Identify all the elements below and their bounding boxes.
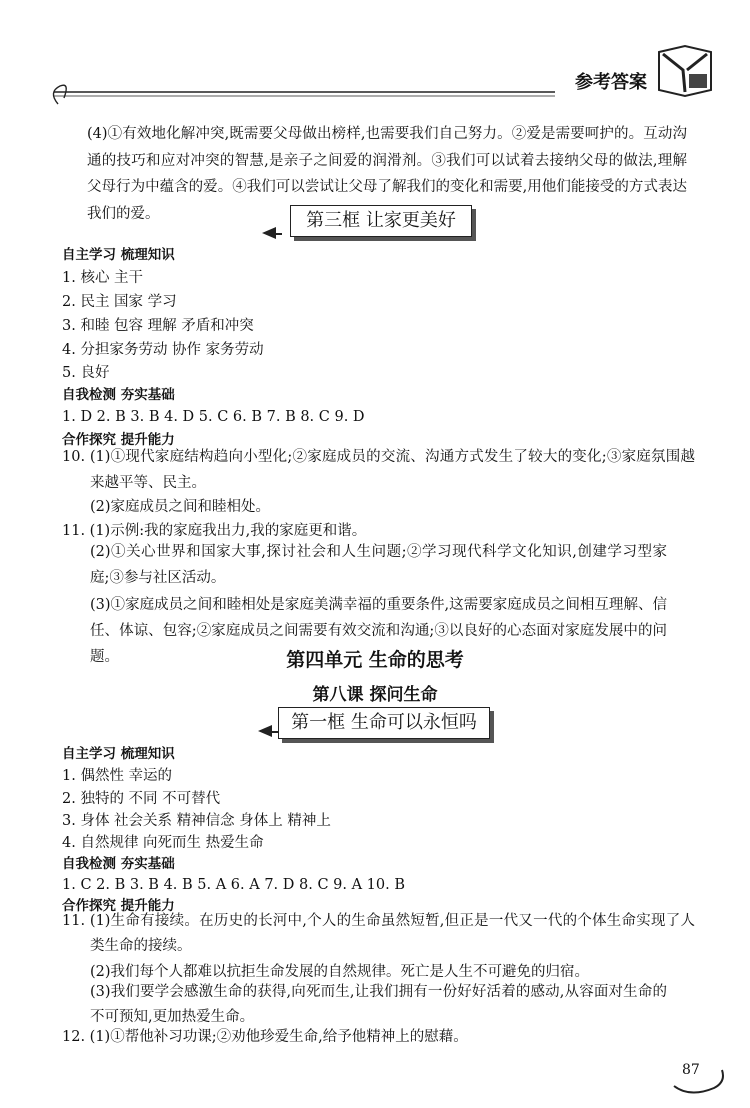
frame1-q11-1: 11. (1)生命有接续。在历史的长河中,个人的生命虽然短暂,但正是一代又一代的个体生命实现了人类生命的接续。 — [62, 913, 695, 954]
frame3-sec3-heading: 合作探究 提升能力 — [62, 432, 175, 448]
frame3-item-1: 1. 核心 主干 — [62, 270, 144, 286]
frame1-q11-3: (3)我们要学会感激生命的获得,向死而生,让我们拥有一份好好活着的感动,从容面对生命的不可预知,更加热爱生命。 — [90, 984, 667, 1025]
frame1-q12-1: 12. (1)①帮他补习功课;②劝他珍爱生命,给予他精神上的慰藉。 — [62, 1029, 468, 1045]
intro-paragraph: (4)①有效地化解冲突,既需要父母做出榜样,也需要我们自己努力。②爱是需要呵护的。互动沟通的技巧和应对冲突的智慧,是亲子之间爱的润滑剂。③我们可以试着去接纳父母的做法,理解父母行为中蕴含的爱。④我们可以尝试让父母了解我们的变化和需要,用他们能接受的方式表达我们的爱。 — [87, 126, 687, 222]
frame3-answers: 1. D 2. B 3. B 4. D 5. C 6. B 7. B 8. C 9. D — [62, 409, 365, 425]
page-number: 87 — [682, 1062, 700, 1078]
frame3-q11-1: 11. (1)示例:我的家庭我出力,我的家庭更和谐。 — [62, 523, 367, 539]
frame1-item-3: 3. 身体 社会关系 精神信念 身体上 精神上 — [62, 813, 331, 829]
frame1-sec2-heading: 自我检测 夯实基础 — [62, 856, 175, 872]
frame3-arrow-icon — [262, 227, 276, 239]
frame3-q10-2: (2)家庭成员之间和睦相处。 — [90, 499, 271, 515]
frame1-arrow-icon — [258, 725, 272, 737]
frame1-sec1-heading: 自主学习 梳理知识 — [62, 746, 175, 762]
frame1-title: 第一框 生命可以永恒吗 — [278, 707, 490, 739]
frame3-item-3: 3. 和睦 包容 理解 矛盾和冲突 — [62, 318, 254, 334]
page-number-decoration-icon — [670, 1058, 730, 1098]
frame1-sec3-heading: 合作探究 提升能力 — [62, 898, 175, 914]
frame3-sec2-heading: 自我检测 夯实基础 — [62, 387, 175, 403]
frame1-item-2: 2. 独特的 不同 不可替代 — [62, 791, 221, 807]
header-decoration-icon — [40, 52, 560, 112]
frame3-item-4: 4. 分担家务劳动 协作 家务劳动 — [62, 342, 264, 358]
header-title: 参考答案 — [575, 72, 647, 93]
unit-title: 第四单元 生命的思考 — [286, 649, 464, 671]
frame3-item-5: 5. 良好 — [62, 365, 110, 381]
frame1-item-4: 4. 自然规律 向死而生 热爱生命 — [62, 835, 264, 851]
frame3-q10-1: 10. (1)①现代家庭结构趋向小型化;②家庭成员的交流、沟通方式发生了较大的变化;③家庭氛围越来越平等、民主。 — [62, 449, 695, 491]
frame3-q11-2: (2)①关心世界和国家大事,探讨社会和人生问题;②学习现代科学文化知识,创建学习型家庭;③参与社区活动。 — [90, 544, 667, 586]
frame1-item-1: 1. 偶然性 幸运的 — [62, 768, 173, 784]
frame1-q11-2: (2)我们每个人都难以抗拒生命发展的自然规律。死亡是人生不可避免的归宿。 — [90, 964, 590, 980]
frame3-q11-3: (3)①家庭成员之间和睦相处是家庭美满幸福的重要条件,这需要家庭成员之间相互理解、信任、体谅、包容;②家庭成员之间需要有效交流和沟通;③以良好的心态面对家庭发展中的问题。 — [90, 597, 667, 665]
lesson-title: 第八课 探问生命 — [312, 685, 438, 705]
book-icon — [655, 40, 715, 100]
frame3-item-2: 2. 民主 国家 学习 — [62, 294, 177, 310]
frame3-title: 第三框 让家更美好 — [290, 205, 472, 237]
frame3-sec1-heading: 自主学习 梳理知识 — [62, 247, 175, 263]
frame1-answers: 1. C 2. B 3. B 4. B 5. A 6. A 7. D 8. C 9. A 10. B — [62, 877, 405, 893]
